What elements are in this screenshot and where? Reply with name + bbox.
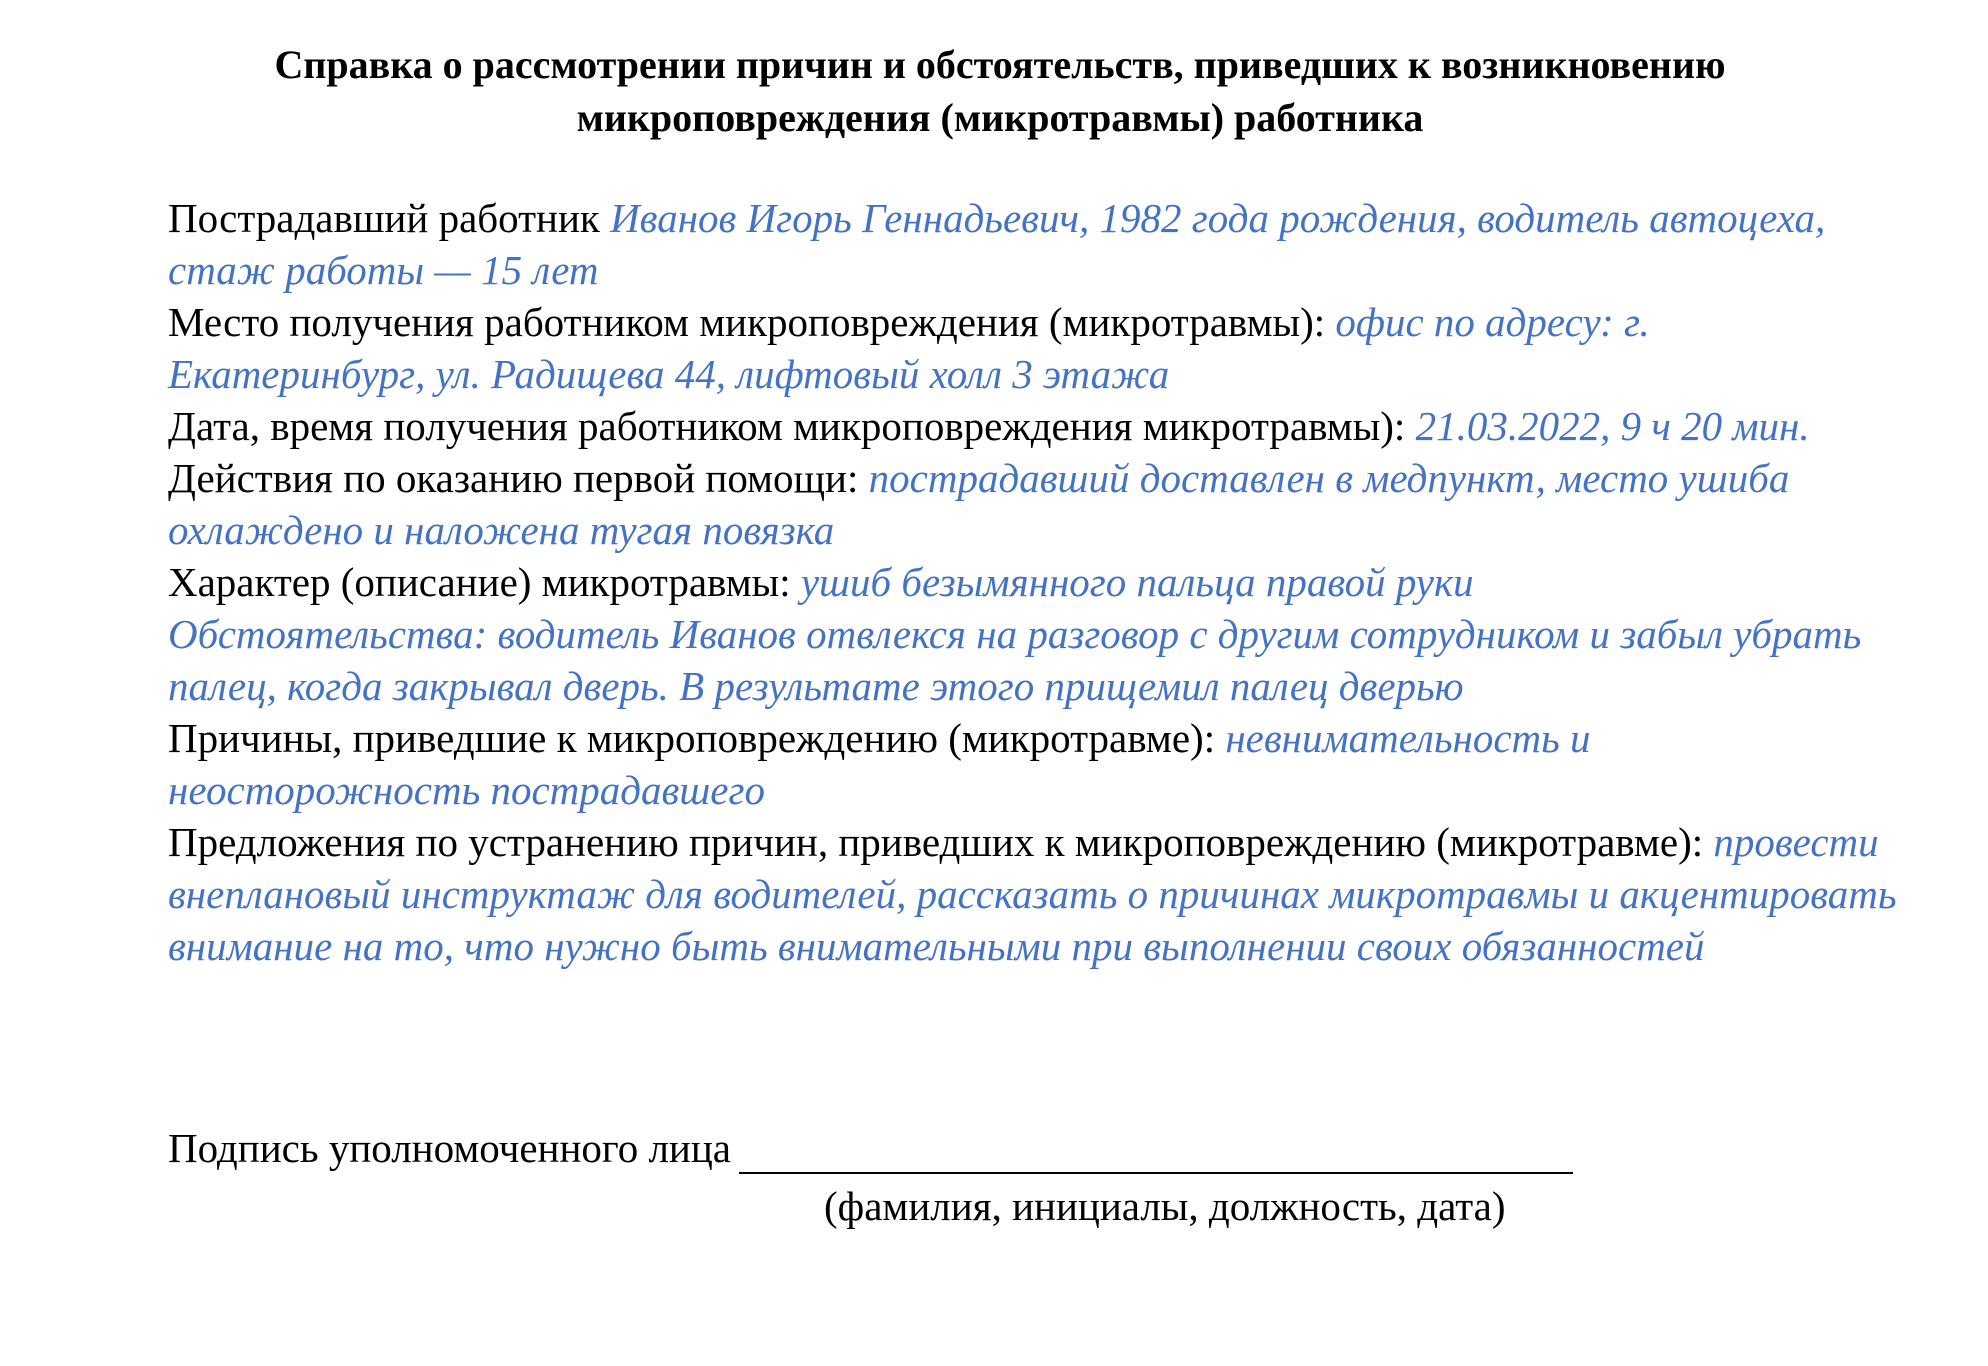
field-value: провести внеплановый инструктаж для водителей, рассказать о причинах микротравмы и акцентировать внимание на то, что нужно быть внимательными при выполнении своих обязанностей [168, 819, 1897, 969]
field-location [168, 296, 1908, 400]
field-causes [168, 712, 1908, 816]
field-label: Предложения по устранению причин, приведших к микроповреждению (микротравме): [168, 819, 1714, 865]
field-proposals [168, 816, 1908, 972]
signature-line [739, 1132, 1573, 1174]
field-label: Место получения работником микроповреждения (микротравмы): [168, 299, 1336, 345]
field-value: ушиб безымянного пальца правой руки [800, 559, 1474, 605]
signature-row [168, 1122, 1573, 1174]
field-value: офис по адресу: г. Екатеринбург, ул. Радищева 44, лифтовый холл 3 этажа [168, 299, 1650, 397]
field-victim [168, 192, 1908, 296]
field-first-aid [168, 452, 1908, 556]
field-label: Действия по оказанию первой помощи: [168, 455, 869, 501]
document-title-line-1: Справка о рассмотрении причин и обстоятельств, приведших к возникновению [274, 42, 1726, 87]
field-value: Обстоятельства: водитель Иванов отвлекся на разговор с другим сотрудником и забыл убрать палец, когда закрывал дверь. В результате этого прищемил палец дверью [168, 611, 1862, 709]
field-label: Причины, приведшие к микроповреждению (микротравме): [168, 715, 1226, 761]
field-injury-type [168, 556, 1908, 608]
field-datetime [168, 400, 1908, 452]
field-label: Пострадавший работник [168, 195, 611, 241]
signature-label: Подпись уполномоченного лица [168, 1125, 732, 1171]
document-title [0, 38, 1988, 144]
signature-hint: (фамилия, инициалы, должность, дата) [824, 1183, 1506, 1229]
field-value: 21.03.2022, 9 ч 20 мин. [1415, 403, 1810, 449]
field-circumstances [168, 608, 1908, 712]
document-title-line-2: микроповреждения (микротравмы) работника [576, 95, 1424, 140]
field-value: невнимательность и неосторожность пострадавшего [168, 715, 1591, 813]
field-label: Дата, время получения работником микроповреждения микротравмы): [168, 403, 1416, 449]
field-value: Иванов Игорь Геннадьевич, 1982 года рождения, водитель автоцеха, стаж работы — 15 лет [168, 195, 1826, 293]
field-value: пострадавший доставлен в медпункт, место ушиба охлаждено и наложена тугая повязка [168, 455, 1790, 553]
field-label: Характер (описание) микротравмы: [168, 559, 801, 605]
document-body [168, 192, 1908, 972]
